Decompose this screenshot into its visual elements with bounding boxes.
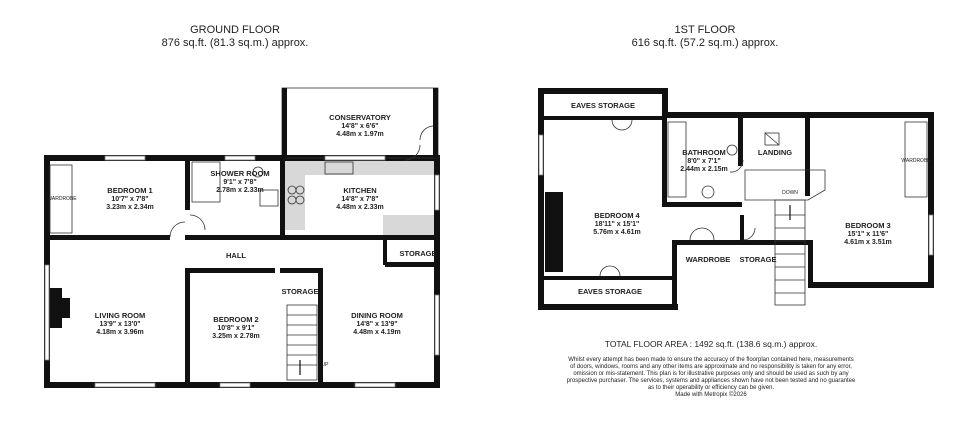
bedroom2-metric: 3.25m x 2.78m	[212, 333, 260, 340]
shower-room-label: SHOWER ROOM	[210, 169, 270, 178]
living-room-metric: 4.18m x 3.96m	[96, 329, 144, 336]
bedroom1-label: BEDROOM 1	[107, 186, 153, 195]
bedroom3-wardrobe-label: WARDROBE	[901, 158, 931, 164]
disclaimer-line-2: of doors, windows, rooms and any other items are approximate and no responsibility is taken for any error,	[570, 364, 852, 370]
bedroom4-imperial: 18'11" x 15'1"	[594, 221, 640, 228]
kitchen-label: KITCHEN	[343, 186, 377, 195]
bedroom3-imperial: 15'1" x 11'6"	[847, 231, 889, 238]
conservatory-metric: 4.48m x 1.97m	[336, 131, 384, 138]
bedroom4-label: BEDROOM 4	[594, 211, 640, 220]
bedroom2-imperial: 10'8" x 9'1"	[217, 325, 255, 332]
bathroom-label: BATHROOM	[682, 148, 726, 157]
dining-room-imperial: 14'8" x 13'9"	[356, 321, 398, 328]
kitchen-metric: 4.48m x 2.33m	[336, 204, 384, 211]
bathroom-imperial: 8'0" x 7'1"	[687, 158, 721, 165]
kitchen-imperial: 14'8" x 7'8"	[341, 196, 379, 203]
bedroom1-imperial: 10'7" x 7'8"	[111, 196, 149, 203]
ground-floor-area: 876 sq.ft. (81.3 sq.m.) approx.	[161, 37, 309, 49]
eaves-storage-top-label: EAVES STORAGE	[571, 101, 635, 110]
first-floor-area: 616 sq.ft. (57.2 sq.m.) approx.	[631, 37, 779, 49]
metropix-credit: Made with Metropix ©2026	[675, 392, 747, 398]
eaves-storage-bottom-label: EAVES STORAGE	[578, 287, 642, 296]
bathroom-metric: 2.44m x 2.15m	[680, 166, 728, 173]
first-floor-title: 1ST FLOOR	[674, 24, 736, 36]
dining-room-metric: 4.48m x 4.19m	[353, 329, 401, 336]
disclaimer-line-5: as to their operability or efficiency can be given.	[647, 385, 775, 391]
first-floor-plan	[538, 88, 935, 310]
living-room-label: LIVING ROOM	[94, 311, 146, 320]
stairs-down-label: DOWN	[782, 190, 798, 196]
disclaimer-line-4: prospective purchaser. The services, systems and appliances shown have not been tested and no guarantee	[566, 378, 856, 384]
bedroom3-label: BEDROOM 3	[845, 221, 891, 230]
ground-floor-title: GROUND FLOOR	[190, 24, 280, 36]
disclaimer-line-3: omission or mis-statement. This plan is for illustrative purposes only and should be used as such by any	[573, 371, 849, 377]
landing-label: LANDING	[757, 148, 793, 157]
living-room-imperial: 13'9" x 13'0"	[99, 321, 141, 328]
bedroom1-metric: 3.23m x 2.34m	[106, 204, 154, 211]
conservatory-imperial: 14'8" x 6'6"	[341, 123, 379, 130]
dining-room-label: DINING ROOM	[351, 311, 403, 320]
stairs-up-label: UP	[321, 362, 329, 368]
storage-right-label: STORAGE	[399, 249, 437, 258]
wardrobe-label: WARDROBE	[47, 196, 77, 202]
bedroom2-label: BEDROOM 2	[213, 315, 259, 324]
conservatory-label: CONSERVATORY	[329, 113, 391, 122]
wardrobe-label-first: WARDROBE	[685, 255, 731, 264]
bedroom3-metric: 4.61m x 3.51m	[844, 239, 892, 246]
total-floor-area: TOTAL FLOOR AREA : 1492 sq.ft. (138.6 sq.m.) approx.	[604, 339, 818, 349]
disclaimer-line-1: Whilst every attempt has been made to ensure the accuracy of the floorplan contained here, measurements	[568, 357, 854, 363]
shower-room-metric: 2.78m x 2.33m	[216, 187, 264, 194]
storage-stairs-label: STORAGE	[281, 287, 319, 296]
bedroom4-metric: 5.76m x 4.61m	[593, 229, 641, 236]
shower-room-imperial: 9'1" x 7'8"	[223, 179, 257, 186]
storage-first-label: STORAGE	[739, 255, 777, 264]
hall-label: HALL	[226, 251, 246, 260]
